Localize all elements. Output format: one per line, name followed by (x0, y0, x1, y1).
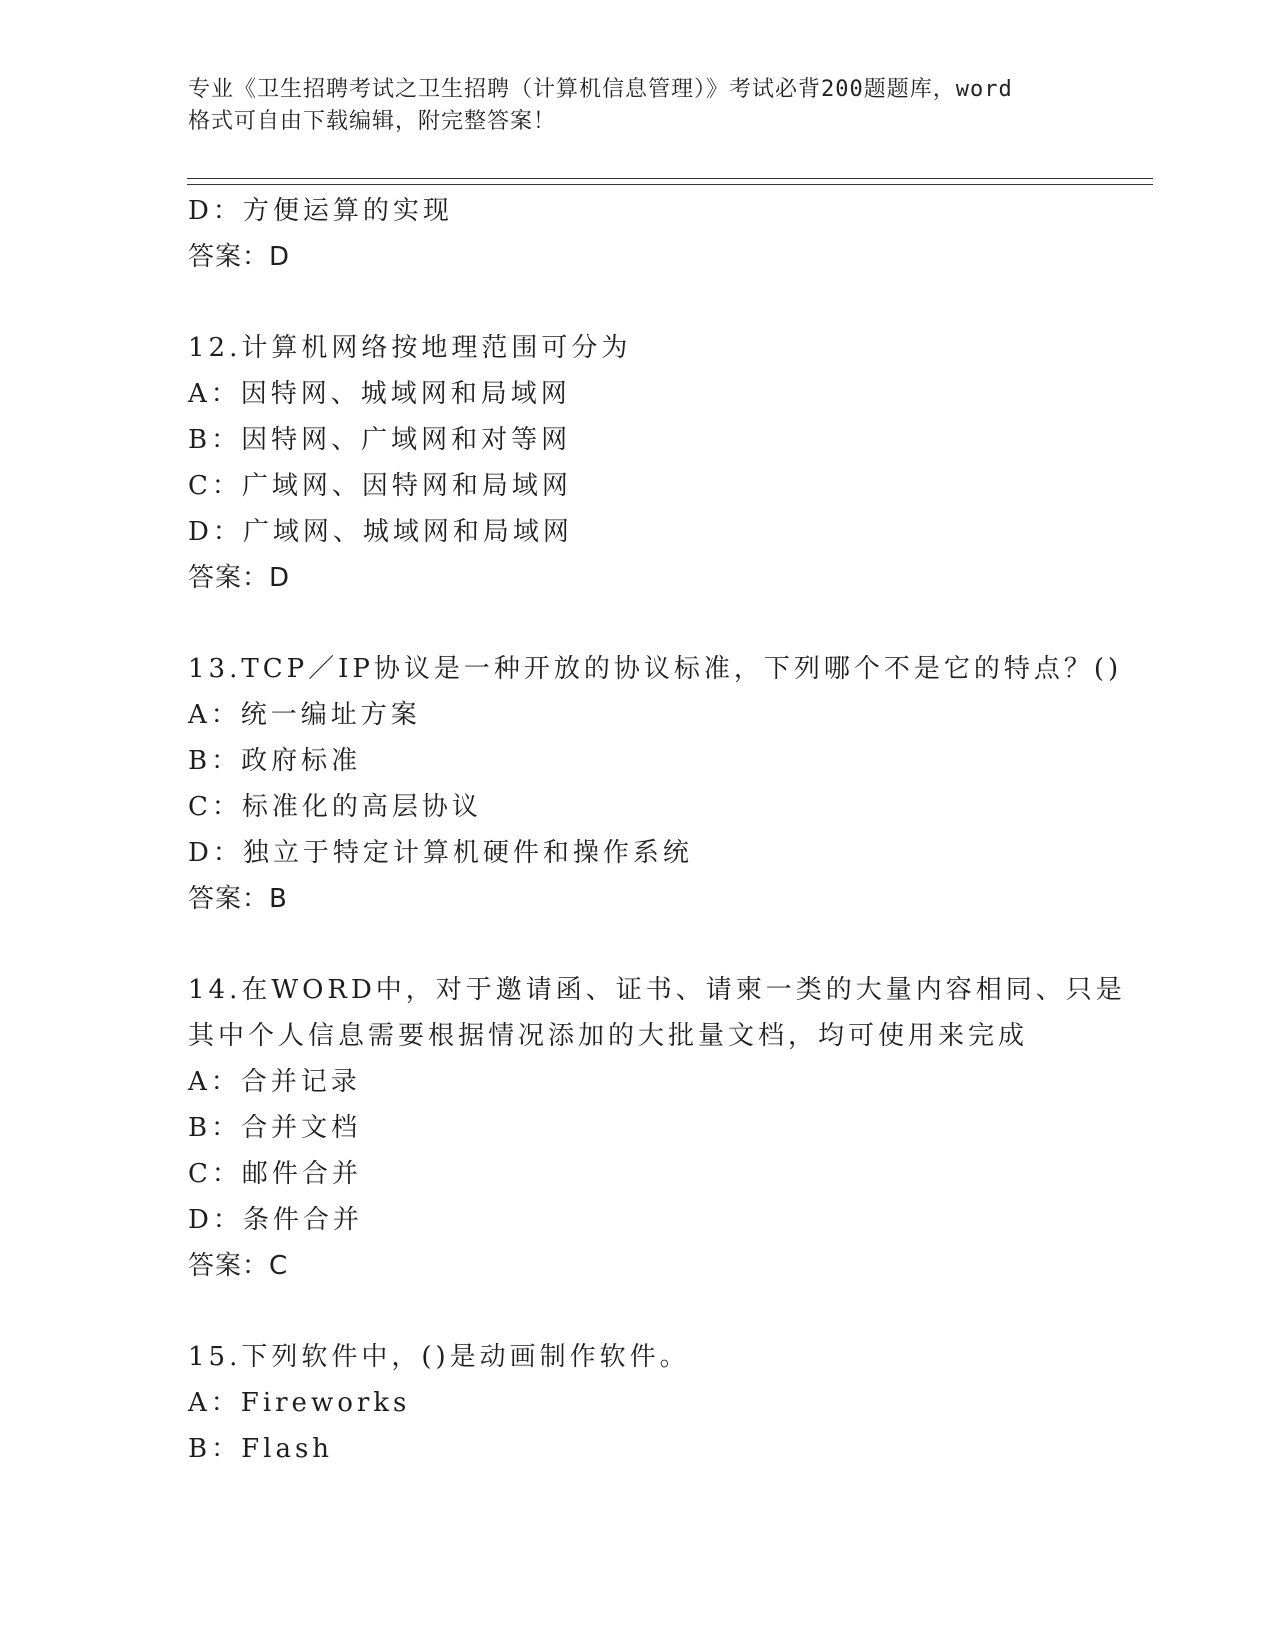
question-14-option-b: B：合并文档 (188, 1113, 362, 1143)
question-12-option-a: A：因特网、城域网和局域网 (188, 379, 571, 409)
header-divider-bottom (187, 184, 1153, 185)
question-12-option-d: D：广域网、城域网和局域网 (188, 517, 573, 547)
question-14-option-d: D：条件合并 (188, 1205, 363, 1235)
question-15-text: 15.下列软件中，()是动画制作软件。 (188, 1342, 690, 1372)
question-15-option-b: B：Flash (188, 1434, 334, 1464)
question-13-option-b: B：政府标准 (188, 746, 362, 776)
question-12-option-b: B：因特网、广域网和对等网 (188, 425, 572, 455)
question-14-option-c: C：邮件合并 (188, 1159, 362, 1189)
question-12-answer: 答案：D (188, 563, 291, 593)
spacer (188, 601, 1148, 646)
header-line-1: 专业《卫生招聘考试之卫生招聘（计算机信息管理）》考试必背200题题库，word (188, 77, 1013, 102)
question-13-option-a: A：统一编址方案 (188, 700, 421, 730)
question-14-answer: 答案：C (188, 1251, 289, 1281)
question-13-option-c: C：标准化的高层协议 (188, 792, 482, 822)
question-12-option-c: C：广域网、因特网和局域网 (188, 471, 572, 501)
option-d: D：方便运算的实现 (188, 196, 453, 226)
spacer (188, 280, 1148, 325)
header-divider-top (187, 178, 1153, 179)
spacer (188, 922, 1148, 967)
question-14-text-line-2: 其中个人信息需要根据情况添加的大批量文档，均可使用来完成 (188, 1021, 1029, 1051)
question-13-answer: 答案：B (188, 884, 288, 914)
question-13-option-d: D：独立于特定计算机硬件和操作系统 (188, 838, 693, 868)
question-list (188, 188, 1148, 1472)
spacer (188, 1289, 1148, 1334)
question-13-text: 13.TCP／IP协议是一种开放的协议标准，下列哪个不是它的特点？() (188, 654, 1123, 684)
question-12-text: 12.计算机网络按地理范围可分为 (188, 333, 632, 363)
header-line-2: 格式可自由下载编辑，附完整答案！ (188, 109, 557, 134)
document-header (188, 74, 1088, 138)
question-14-option-a: A：合并记录 (188, 1067, 361, 1097)
question-15-option-a: A：Fireworks (188, 1388, 411, 1418)
question-14-text-line-1: 14.在WORD中，对于邀请函、证书、请柬一类的大量内容相同、只是 (188, 975, 1126, 1005)
answer-line: 答案：D (188, 242, 291, 272)
